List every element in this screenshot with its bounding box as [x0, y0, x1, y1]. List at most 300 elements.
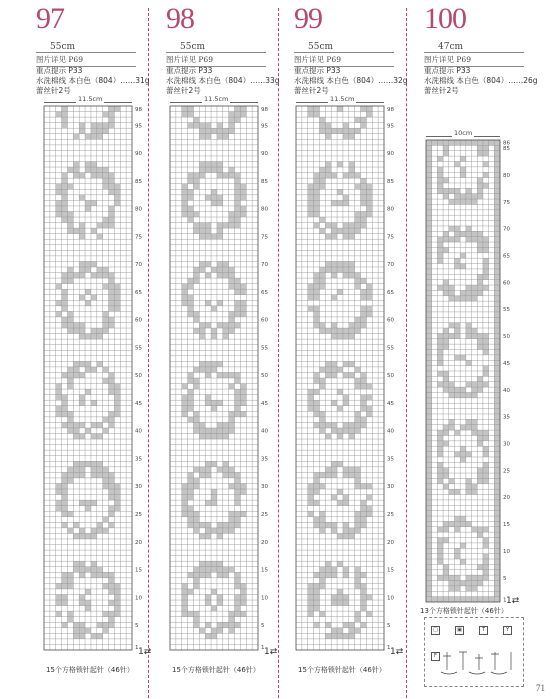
filled-block	[426, 317, 432, 322]
filled-block	[182, 112, 188, 118]
hook-info: 蕾丝针2号	[424, 86, 459, 95]
filled-block	[314, 411, 320, 417]
filled-block	[466, 419, 472, 424]
filled-block	[103, 328, 109, 334]
row-label: 25	[261, 512, 268, 518]
filled-block	[426, 161, 432, 166]
filled-block	[443, 387, 449, 392]
filled-block	[460, 425, 466, 430]
filled-block	[325, 633, 331, 639]
filled-block	[229, 123, 235, 129]
filled-block	[188, 112, 194, 118]
filled-block	[466, 521, 472, 526]
filled-block	[483, 339, 489, 344]
filled-block	[355, 567, 361, 573]
filled-block	[62, 300, 68, 306]
filled-block	[73, 372, 79, 378]
pattern-number: 100	[424, 2, 466, 35]
filled-block	[85, 367, 91, 373]
filled-block	[109, 600, 115, 606]
filled-block	[229, 328, 235, 334]
filled-block	[483, 538, 489, 543]
filled-block	[426, 435, 432, 440]
filled-block	[240, 306, 246, 312]
filled-block	[62, 306, 68, 312]
filled-block	[437, 167, 443, 172]
filled-block	[103, 367, 109, 373]
filled-block	[182, 489, 188, 495]
filled-block	[477, 376, 483, 381]
filled-block	[235, 400, 241, 406]
filled-block	[193, 422, 199, 428]
filled-block	[85, 162, 91, 168]
filled-block	[109, 223, 115, 229]
filled-block	[56, 284, 62, 290]
filled-block	[205, 367, 211, 373]
filled-block	[494, 403, 500, 408]
filled-block	[437, 178, 443, 183]
filled-block	[314, 478, 320, 484]
filled-block	[182, 195, 188, 201]
filled-block	[331, 594, 337, 600]
filled-block	[109, 112, 115, 118]
filled-block	[494, 387, 500, 392]
filled-block	[193, 583, 199, 589]
crochet-chart	[170, 106, 268, 652]
filled-block	[314, 500, 320, 506]
filled-block	[319, 567, 325, 573]
filled-block	[109, 422, 115, 428]
filled-block	[466, 392, 472, 397]
filled-block	[472, 581, 478, 586]
filled-block	[343, 173, 349, 179]
filled-block	[319, 322, 325, 328]
row-label: 30	[261, 484, 268, 491]
filled-block	[85, 334, 91, 340]
filled-block	[361, 178, 367, 184]
filled-block	[483, 478, 489, 483]
filled-block	[109, 300, 115, 306]
filled-block	[331, 472, 337, 478]
filled-block	[217, 600, 223, 606]
filled-block	[229, 517, 235, 523]
filled-block	[349, 267, 355, 273]
filled-block	[79, 434, 85, 440]
filled-block	[494, 468, 500, 473]
row-label: 70	[387, 262, 394, 269]
filled-block	[308, 306, 314, 312]
filled-block	[67, 411, 73, 417]
filled-block	[426, 210, 432, 215]
filled-block	[325, 572, 331, 578]
filled-block	[494, 274, 500, 279]
filled-block	[199, 422, 205, 428]
filled-block	[449, 575, 455, 580]
filled-block	[483, 452, 489, 457]
filled-block	[355, 367, 361, 373]
filled-block	[211, 328, 217, 334]
filled-block	[349, 128, 355, 134]
pattern-info	[166, 66, 280, 96]
filled-block	[466, 581, 472, 586]
filled-block	[314, 517, 320, 523]
filled-block	[355, 211, 361, 217]
filled-block	[235, 378, 241, 384]
filled-block	[319, 117, 325, 123]
filled-block	[199, 128, 205, 134]
filled-block	[211, 633, 217, 639]
filled-block	[443, 376, 449, 381]
filled-block	[67, 511, 73, 517]
filled-block	[199, 167, 205, 173]
filled-block	[454, 521, 460, 526]
pattern-length: 55cm	[180, 42, 206, 52]
filled-block	[56, 500, 62, 506]
filled-block	[343, 495, 349, 501]
filled-block	[483, 473, 489, 478]
filled-block	[325, 622, 331, 628]
filled-block	[454, 199, 460, 204]
filled-block	[229, 472, 235, 478]
filled-block	[437, 285, 443, 290]
filled-block	[211, 195, 217, 201]
filled-block	[483, 462, 489, 467]
filled-block	[454, 597, 460, 602]
filled-block	[494, 145, 500, 150]
filled-block	[337, 328, 343, 334]
filled-block	[103, 184, 109, 190]
filled-block	[460, 516, 466, 521]
filled-block	[361, 106, 367, 112]
filled-block	[494, 462, 500, 467]
filled-block	[67, 317, 73, 323]
filled-block	[366, 211, 372, 217]
filled-block	[114, 200, 120, 206]
row-label: 30	[135, 484, 142, 491]
filled-block	[211, 200, 217, 206]
filled-block	[85, 261, 91, 267]
filled-block	[343, 361, 349, 367]
filled-block	[229, 422, 235, 428]
photo-reference: 图片详见 P69	[36, 52, 136, 67]
filled-block	[361, 306, 367, 312]
filled-block	[217, 322, 223, 328]
row-label: 25	[503, 468, 510, 475]
filled-block	[114, 495, 120, 501]
filled-block	[443, 333, 449, 338]
filled-block	[229, 384, 235, 390]
filled-block	[426, 231, 432, 236]
filled-block	[454, 194, 460, 199]
filled-block	[443, 570, 449, 575]
filled-block	[62, 372, 68, 378]
filled-block	[79, 472, 85, 478]
filled-block	[494, 570, 500, 575]
filled-block	[73, 533, 79, 539]
filled-block	[205, 428, 211, 434]
filled-block	[314, 184, 320, 190]
filled-block	[314, 572, 320, 578]
filled-block	[355, 317, 361, 323]
filled-block	[454, 355, 460, 360]
filled-block	[426, 296, 432, 301]
yarn-info: 水洗棉线 本白色（804）……33g	[166, 76, 280, 85]
filled-block	[235, 406, 241, 412]
row-label: 5	[261, 623, 265, 630]
filled-block	[337, 628, 343, 634]
filled-block	[73, 173, 79, 179]
filled-block	[483, 350, 489, 355]
filled-block	[314, 606, 320, 612]
filled-block	[426, 559, 432, 564]
filled-block	[443, 178, 449, 183]
filled-block	[343, 228, 349, 234]
filled-block	[103, 267, 109, 273]
filled-block	[466, 140, 472, 145]
filled-block	[308, 489, 314, 495]
filled-block	[314, 372, 320, 378]
filled-block	[314, 406, 320, 412]
row-label: 80	[135, 206, 142, 213]
filled-block	[229, 411, 235, 417]
row-label: 55	[135, 345, 142, 352]
filled-block	[355, 378, 361, 384]
filled-block	[67, 273, 73, 279]
filled-block	[235, 572, 241, 578]
row-label: 10	[135, 595, 142, 602]
filled-block	[361, 589, 367, 595]
filled-block	[343, 467, 349, 473]
filled-block	[240, 384, 246, 390]
filled-block	[67, 617, 73, 623]
filled-block	[205, 528, 211, 534]
filled-block	[188, 211, 194, 217]
filled-block	[454, 296, 460, 301]
filled-block	[319, 217, 325, 223]
filled-block	[97, 173, 103, 179]
filled-block	[182, 295, 188, 301]
filled-block	[426, 226, 432, 231]
filled-block	[211, 367, 217, 373]
filled-block	[205, 223, 211, 229]
filled-block	[494, 457, 500, 462]
filled-block	[355, 428, 361, 434]
filled-block	[193, 617, 199, 623]
filled-block	[240, 112, 246, 118]
filled-block	[223, 173, 229, 179]
row-label: 75	[387, 234, 394, 241]
filled-block	[449, 290, 455, 295]
filled-block	[466, 231, 472, 236]
filled-block	[449, 419, 455, 424]
filled-block	[205, 372, 211, 378]
filled-block	[449, 597, 455, 602]
filled-block	[73, 428, 79, 434]
filled-block	[477, 231, 483, 236]
filled-block	[109, 117, 115, 123]
filled-block	[494, 382, 500, 387]
filled-block	[193, 123, 199, 129]
filled-block	[314, 278, 320, 284]
filled-block	[217, 228, 223, 234]
filled-block	[426, 468, 432, 473]
filled-block	[229, 223, 235, 229]
filled-block	[314, 317, 320, 323]
filled-block	[182, 206, 188, 212]
filled-block	[314, 295, 320, 301]
filled-block	[223, 461, 229, 467]
filled-block	[62, 400, 68, 406]
filled-block	[466, 237, 472, 242]
row-label: 70	[135, 262, 142, 269]
filled-block	[343, 267, 349, 273]
filled-block	[229, 284, 235, 290]
filled-block	[349, 273, 355, 279]
filled-block	[235, 622, 241, 628]
filled-block	[319, 422, 325, 428]
filled-block	[477, 151, 483, 156]
filled-block	[477, 290, 483, 295]
filled-block	[460, 387, 466, 392]
filled-block	[314, 189, 320, 195]
filled-block	[103, 223, 109, 229]
filled-block	[349, 228, 355, 234]
filled-block	[188, 378, 194, 384]
filled-block	[361, 422, 367, 428]
filled-block	[205, 461, 211, 467]
filled-block	[193, 267, 199, 273]
filled-block	[114, 600, 120, 606]
filled-block	[211, 434, 217, 440]
filled-block	[91, 173, 97, 179]
filled-block	[331, 400, 337, 406]
filled-block	[437, 452, 443, 457]
filled-block	[337, 589, 343, 595]
filled-block	[109, 322, 115, 328]
filled-block	[314, 400, 320, 406]
cast-on-label: 13个方格锁针起针（46针）	[420, 607, 508, 615]
filled-block	[361, 295, 367, 301]
filled-block	[235, 594, 241, 600]
filled-block	[79, 273, 85, 279]
filled-block	[366, 200, 372, 206]
filled-block	[240, 489, 246, 495]
filled-block	[349, 322, 355, 328]
filled-block	[314, 472, 320, 478]
filled-block	[62, 273, 68, 279]
filled-block	[331, 361, 337, 367]
filled-block	[114, 594, 120, 600]
filled-block	[443, 425, 449, 430]
filled-block	[235, 372, 241, 378]
filled-block	[437, 543, 443, 548]
filled-block	[366, 206, 372, 212]
filled-block	[366, 506, 372, 512]
filled-block	[460, 172, 466, 177]
filled-block	[85, 428, 91, 434]
filled-block	[483, 366, 489, 371]
filled-block	[199, 328, 205, 334]
row-label: 35	[503, 414, 510, 421]
filled-block	[426, 543, 432, 548]
filled-block	[62, 106, 68, 112]
filled-block	[437, 441, 443, 446]
filled-block	[73, 328, 79, 334]
filled-block	[97, 434, 103, 440]
filled-block	[477, 564, 483, 569]
filled-block	[483, 382, 489, 387]
filled-block	[454, 554, 460, 559]
row-label: 20	[135, 539, 142, 546]
filled-block	[494, 419, 500, 424]
filled-block	[188, 400, 194, 406]
filled-block	[449, 226, 455, 231]
filled-block	[472, 382, 478, 387]
filled-block	[319, 167, 325, 173]
filled-block	[494, 516, 500, 521]
row-label: 35	[135, 456, 142, 463]
filled-block	[454, 328, 460, 333]
filled-block	[97, 361, 103, 367]
filled-block	[217, 234, 223, 240]
filled-block	[223, 128, 229, 134]
filled-block	[91, 261, 97, 267]
filled-block	[477, 183, 483, 188]
filled-block	[483, 564, 489, 569]
filled-block	[85, 461, 91, 467]
filled-block	[443, 564, 449, 569]
filled-block	[56, 395, 62, 401]
filled-block	[223, 528, 229, 534]
filled-block	[325, 372, 331, 378]
filled-block	[67, 311, 73, 317]
filled-block	[79, 561, 85, 567]
row-label: 40	[387, 428, 394, 435]
filled-block	[114, 411, 120, 417]
filled-block	[56, 411, 62, 417]
filled-block	[426, 355, 432, 360]
filled-block	[426, 328, 432, 333]
filled-block	[355, 273, 361, 279]
filled-block	[91, 295, 97, 301]
filled-block	[314, 106, 320, 112]
page-number: 71	[536, 683, 545, 693]
filled-block	[199, 522, 205, 528]
filled-block	[361, 622, 367, 628]
filled-block	[97, 273, 103, 279]
legend-symbol: F	[431, 652, 440, 661]
yarn-info: 水洗棉线 本白色（804）……31g	[36, 76, 150, 85]
filled-block	[229, 522, 235, 528]
filled-block	[182, 594, 188, 600]
filled-block	[193, 483, 199, 489]
filled-block	[91, 461, 97, 467]
filled-block	[314, 322, 320, 328]
filled-block	[355, 478, 361, 484]
filled-block	[235, 189, 241, 195]
row-label: 90	[261, 151, 268, 158]
row-label: 45	[261, 400, 268, 407]
filled-block	[217, 195, 223, 201]
filled-block	[103, 483, 109, 489]
filled-block	[477, 242, 483, 247]
filled-block	[229, 467, 235, 473]
filled-block	[109, 417, 115, 423]
filled-block	[366, 406, 372, 412]
filled-block	[235, 600, 241, 606]
row-label: 50	[503, 334, 510, 341]
filled-block	[426, 495, 432, 500]
